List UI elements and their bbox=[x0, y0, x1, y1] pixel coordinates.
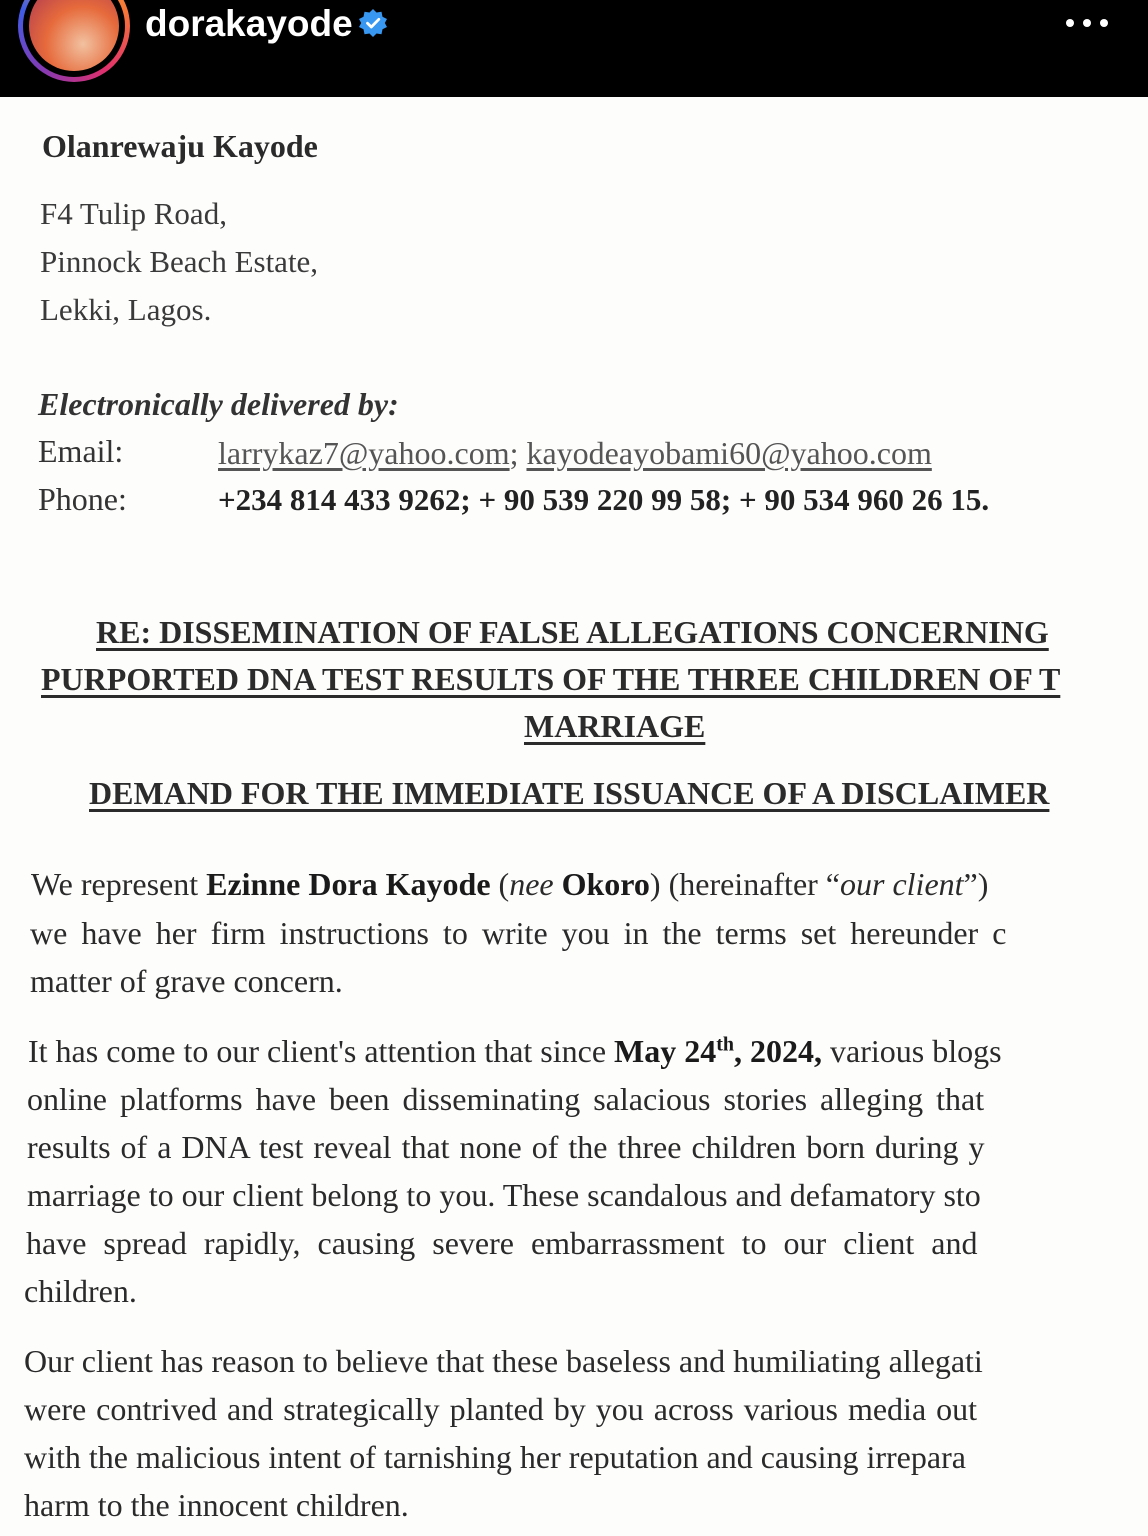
heading-line-1: RE: DISSEMINATION OF FALSE ALLEGATIONS CONCERNING bbox=[96, 614, 1049, 650]
avatar-image bbox=[29, 0, 119, 71]
paragraph-3-line-1: Our client has reason to believe that these baseless and humiliating allegati bbox=[24, 1343, 983, 1379]
username[interactable]: dorakayode bbox=[145, 3, 353, 44]
paragraph-2-line-1: It has come to our client's attention that since May 24th, 2024, various blogs bbox=[28, 1033, 1002, 1069]
post-header bbox=[0, 0, 1148, 97]
paragraph-2-line-2: online platforms have been disseminating salacious stories alleging that bbox=[27, 1081, 985, 1117]
paragraph-2-line-3: results of a DNA test reveal that none of the three children born during y bbox=[27, 1129, 985, 1165]
paragraph-2-line-6: children. bbox=[24, 1273, 137, 1309]
email-link-1[interactable]: larrykaz7@yahoo.com bbox=[218, 435, 510, 471]
delivery-note: Electronically delivered by: bbox=[38, 386, 399, 422]
email-addresses: larrykaz7@yahoo.com; kayodeayobami60@yahoo.com bbox=[218, 435, 932, 471]
paragraph-3-line-3: with the malicious intent of tarnishing her reputation and causing irrepara bbox=[24, 1439, 966, 1475]
heading-demand: DEMAND FOR THE IMMEDIATE ISSUANCE OF A DISCLAIMER bbox=[89, 775, 1050, 811]
paragraph-3-line-2: were contrived and strategically planted by you across various media out bbox=[24, 1391, 978, 1427]
email-link-2[interactable]: kayodeayobami60@yahoo.com bbox=[526, 435, 932, 471]
address-line-3: Lekki, Lagos. bbox=[40, 292, 212, 327]
paragraph-2-line-4: marriage to our client belong to you. These scandalous and defamatory sto bbox=[27, 1177, 981, 1213]
phone-numbers: +234 814 433 9262; + 90 539 220 99 58; + 90 534 960 26 15. bbox=[218, 482, 990, 517]
paragraph-1-line-2: we have her firm instructions to write you in the terms set hereunder c bbox=[30, 915, 1007, 951]
address-line-2: Pinnock Beach Estate, bbox=[40, 244, 319, 279]
more-horizontal-icon[interactable] bbox=[1060, 6, 1116, 36]
paragraph-1-line-3: matter of grave concern. bbox=[30, 963, 343, 999]
phone-label: Phone: bbox=[38, 481, 127, 517]
heading-line-3: MARRIAGE bbox=[524, 708, 706, 744]
profile-avatar[interactable] bbox=[18, 0, 130, 82]
recipient-name: Olanrewaju Kayode bbox=[42, 128, 318, 164]
email-label: Email: bbox=[38, 433, 124, 469]
paragraph-3-line-4: harm to the innocent children. bbox=[24, 1487, 409, 1523]
verified-badge-icon bbox=[358, 8, 388, 38]
address-line-1: F4 Tulip Road, bbox=[40, 196, 227, 231]
heading-line-2: PURPORTED DNA TEST RESULTS OF THE THREE CHILDREN OF T bbox=[41, 661, 1061, 697]
paragraph-1-line-1: We represent Ezinne Dora Kayode (nee Okoro) (hereinafter “our client”) bbox=[31, 866, 989, 902]
paragraph-2-line-5: have spread rapidly, causing severe embarrassment to our client and bbox=[26, 1225, 978, 1261]
